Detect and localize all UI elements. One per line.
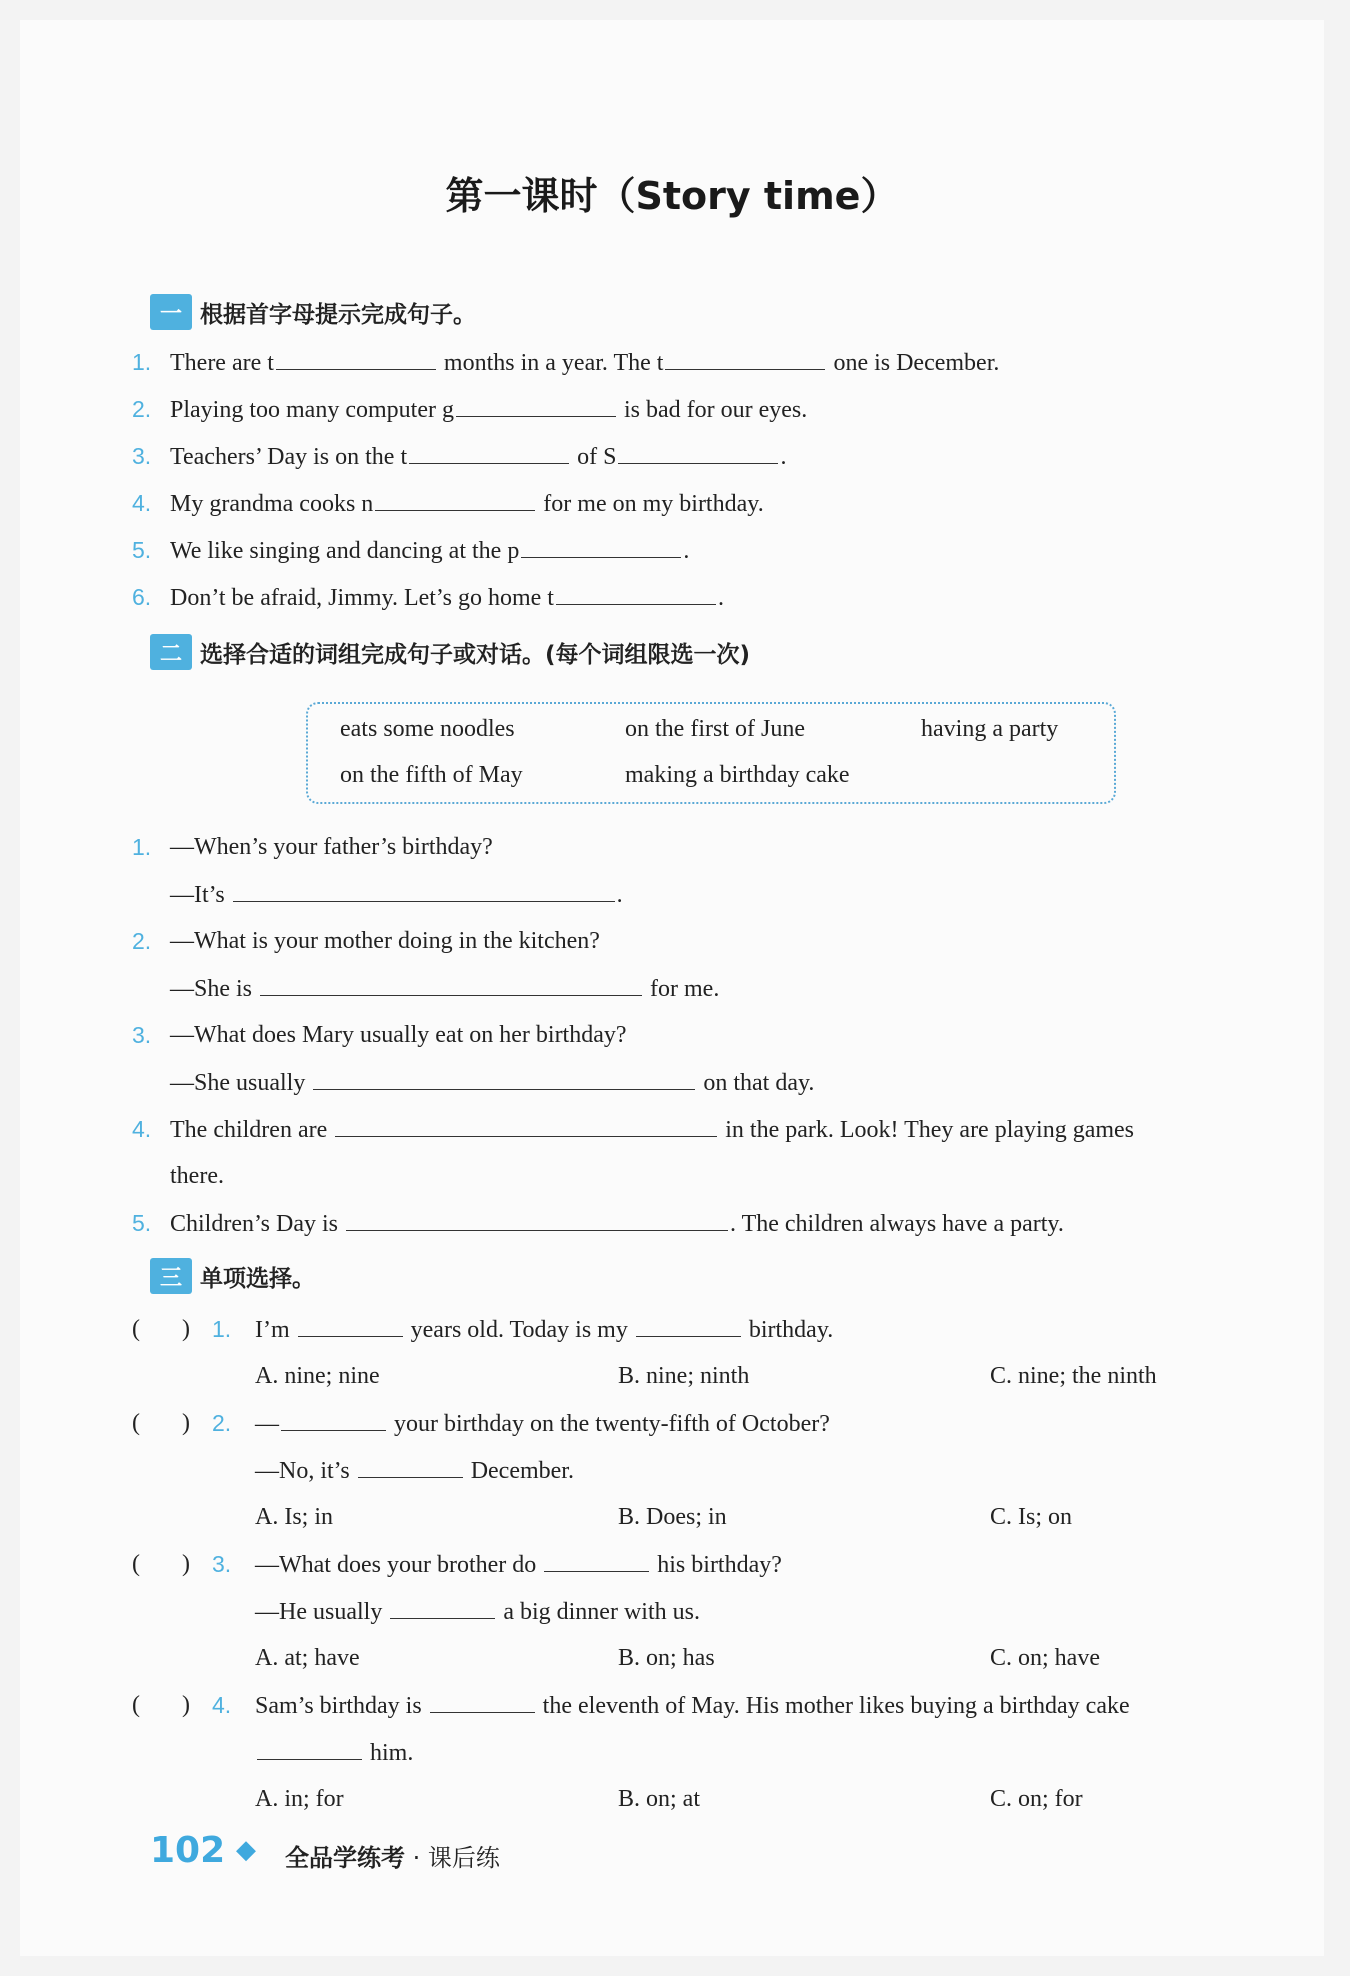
s2-item3-num: 3.	[132, 1022, 152, 1048]
s1-item3-text-c: .	[780, 444, 787, 470]
word-bank-box	[306, 702, 1116, 804]
s3-item3-text-a: —What does your brother do	[255, 1552, 537, 1578]
s2-item4-text-b: in the park. Look! They are playing games	[719, 1117, 1135, 1143]
section3-heading	[150, 1256, 315, 1296]
s3-item2-num: 2.	[212, 1410, 232, 1436]
s2-item3-answer	[170, 1067, 814, 1098]
s3-item2-question	[255, 1408, 830, 1439]
word-bank-item: eats some noodles	[340, 716, 515, 742]
s1-item6-text-a: Don’t be afraid, Jimmy. Let’s go home t	[170, 585, 554, 611]
section1-heading	[150, 292, 476, 332]
s3-item1-text-c: birthday.	[742, 1317, 834, 1343]
s3-item2-answer-text-a: —No, it’s	[255, 1458, 350, 1484]
s3-item4-option-b[interactable]: B. on; at	[618, 1786, 700, 1812]
s3-item3-option-a[interactable]: A. at; have	[255, 1645, 360, 1671]
s3-item3-answer-text-b: a big dinner with us.	[497, 1599, 700, 1625]
section1-number-icon: 一	[150, 294, 192, 330]
s1-item4-text-b: for me on my birthday.	[537, 491, 764, 517]
s1-item1	[170, 347, 999, 378]
s3-item1-text-a: I’m	[255, 1317, 290, 1343]
s3-item4-option-a[interactable]: A. in; for	[255, 1786, 344, 1812]
s1-item3-num: 3.	[132, 443, 152, 469]
answer-blank[interactable]	[618, 441, 778, 464]
s3-item1-option-a[interactable]: A. nine; nine	[255, 1363, 380, 1389]
s3-item2-option-c[interactable]: C. Is; on	[990, 1504, 1073, 1530]
s2-item4	[170, 1114, 1134, 1145]
s3-item2-answer	[255, 1455, 574, 1486]
footer-brand-name: 全品学练考	[285, 1844, 405, 1872]
s3-item3-text-b: his birthday?	[651, 1552, 782, 1578]
answer-paren[interactable]: ( )	[132, 1692, 190, 1718]
s2-item4-continued: there.	[170, 1163, 224, 1189]
s1-item4-text-a: My grandma cooks n	[170, 491, 374, 517]
s2-item1-answer-text-a: —It’s	[170, 882, 225, 908]
section3-number-icon: 三	[150, 1258, 192, 1294]
s2-item3-question: —What does Mary usually eat on her birthday?	[170, 1022, 627, 1048]
s2-item1-question: —When’s your father’s birthday?	[170, 834, 493, 860]
s1-item5-text-b: .	[683, 538, 690, 564]
s2-item1-answer-text-b: .	[616, 882, 623, 908]
s3-item3-option-c[interactable]: C. on; have	[990, 1645, 1100, 1671]
answer-blank[interactable]	[281, 1408, 386, 1431]
section2-heading-text: 选择合适的词组完成句子或对话。(每个词组限选一次)	[200, 641, 751, 668]
s3-item4-text-a: Sam’s birthday is	[255, 1693, 422, 1719]
answer-blank[interactable]	[456, 394, 616, 417]
s1-item3-text-b: of S	[571, 444, 617, 470]
section2-number-icon: 二	[150, 634, 192, 670]
answer-blank[interactable]	[276, 347, 436, 370]
s1-item5-num: 5.	[132, 537, 152, 563]
page-title: 第一课时（Story time）	[445, 174, 899, 218]
answer-blank[interactable]	[409, 441, 569, 464]
footer-separator: ·	[412, 1844, 421, 1872]
answer-blank[interactable]	[233, 879, 615, 902]
s3-item1-question	[255, 1314, 833, 1345]
answer-blank[interactable]	[521, 535, 681, 558]
footer-subtitle: 课后练	[427, 1844, 500, 1872]
s2-item1-answer	[170, 879, 623, 910]
answer-blank[interactable]	[430, 1690, 535, 1713]
s3-item4-num: 4.	[212, 1692, 232, 1718]
s2-item1-num: 1.	[132, 834, 152, 860]
s3-item2-text-b: your birthday on the twenty-fifth of October?	[388, 1411, 830, 1437]
s2-item3-answer-text-a: —She usually	[170, 1070, 306, 1096]
s2-item5	[170, 1208, 1064, 1239]
section1-heading-text: 根据首字母提示完成句子。	[200, 301, 476, 328]
s1-item3	[170, 441, 786, 472]
s3-item3-question	[255, 1549, 782, 1580]
answer-blank[interactable]	[375, 488, 535, 511]
s1-item6-text-b: .	[717, 585, 724, 611]
answer-paren[interactable]: ( )	[132, 1410, 190, 1436]
word-bank-item: on the fifth of May	[340, 762, 523, 788]
s2-item5-text-b: . The children always have a party.	[730, 1211, 1064, 1237]
s1-item6	[170, 582, 724, 613]
s3-item2-option-a[interactable]: A. Is; in	[255, 1504, 333, 1530]
answer-blank[interactable]	[346, 1208, 728, 1231]
s2-item2-answer-text-a: —She is	[170, 976, 253, 1002]
s1-item6-num: 6.	[132, 584, 152, 610]
s3-item4-text-b: the eleventh of May. His mother likes buying a birthday cake	[536, 1693, 1130, 1719]
s1-item5	[170, 535, 689, 566]
s2-item5-text-a: Children’s Day is	[170, 1211, 338, 1237]
s1-item4	[170, 488, 764, 519]
s1-item1-text-c: one is December.	[827, 350, 1000, 376]
word-bank-item: making a birthday cake	[625, 762, 850, 788]
s1-item3-text-a: Teachers’ Day is on the t	[170, 444, 408, 470]
answer-paren[interactable]: ( )	[132, 1551, 190, 1577]
s3-item4-continued	[255, 1737, 413, 1768]
section2-heading	[150, 632, 750, 672]
s3-item3-answer-text-a: —He usually	[255, 1599, 383, 1625]
s3-item1-text-b: years old. Today is my	[404, 1317, 628, 1343]
answer-blank[interactable]	[260, 973, 642, 996]
s3-item3-answer	[255, 1596, 700, 1627]
worksheet-page	[20, 20, 1324, 1956]
answer-blank[interactable]	[298, 1314, 403, 1337]
s3-item1-option-b[interactable]: B. nine; ninth	[618, 1363, 750, 1389]
s1-item1-num: 1.	[132, 349, 152, 375]
page-number: 102	[150, 1830, 226, 1871]
s3-item3-option-b[interactable]: B. on; has	[618, 1645, 715, 1671]
section3-heading-text: 单项选择。	[200, 1265, 315, 1292]
s3-item4-option-c[interactable]: C. on; for	[990, 1786, 1083, 1812]
s3-item1-option-c[interactable]: C. nine; the ninth	[990, 1363, 1157, 1389]
s2-item4-text-a: The children are	[170, 1117, 328, 1143]
answer-blank[interactable]	[358, 1455, 463, 1478]
s2-item2-answer	[170, 973, 719, 1004]
s1-item1-text-b: months in a year. The t	[437, 350, 664, 376]
s3-item2-answer-text-b: December.	[464, 1458, 574, 1484]
s1-item2	[170, 394, 807, 425]
s1-item2-num: 2.	[132, 396, 152, 422]
s3-item2-option-b[interactable]: B. Does; in	[618, 1504, 727, 1530]
s1-item1-text-a: There are t	[170, 350, 274, 376]
diamond-icon: ◆	[236, 1835, 256, 1865]
s2-item2-num: 2.	[132, 928, 152, 954]
s2-item3-answer-text-b: on that day.	[697, 1070, 815, 1096]
answer-blank[interactable]	[636, 1314, 741, 1337]
s3-item3-num: 3.	[212, 1551, 232, 1577]
s2-item2-answer-text-b: for me.	[644, 976, 720, 1002]
answer-blank[interactable]	[335, 1114, 717, 1137]
s1-item2-text-a: Playing too many computer g	[170, 397, 454, 423]
s1-item2-text-b: is bad for our eyes.	[617, 397, 808, 423]
s3-item4-question	[255, 1690, 1130, 1721]
answer-paren[interactable]: ( )	[132, 1316, 190, 1342]
s1-item4-num: 4.	[132, 490, 152, 516]
s2-item5-num: 5.	[132, 1210, 152, 1236]
s2-item4-num: 4.	[132, 1116, 152, 1142]
s2-item2-question: —What is your mother doing in the kitchen?	[170, 928, 600, 954]
answer-blank[interactable]	[257, 1737, 362, 1760]
word-bank-item: on the first of June	[625, 716, 805, 742]
answer-blank[interactable]	[390, 1596, 495, 1619]
s1-item5-text-a: We like singing and dancing at the p	[170, 538, 520, 564]
footer-brand	[285, 1838, 500, 1873]
s3-item4-cont-text-b: him.	[364, 1740, 414, 1766]
answer-blank[interactable]	[665, 347, 825, 370]
s3-item1-num: 1.	[212, 1316, 232, 1342]
s3-item2-text-a: —	[255, 1411, 279, 1437]
answer-blank[interactable]	[313, 1067, 695, 1090]
word-bank-item: having a party	[921, 716, 1059, 742]
answer-blank[interactable]	[544, 1549, 649, 1572]
answer-blank[interactable]	[556, 582, 716, 605]
